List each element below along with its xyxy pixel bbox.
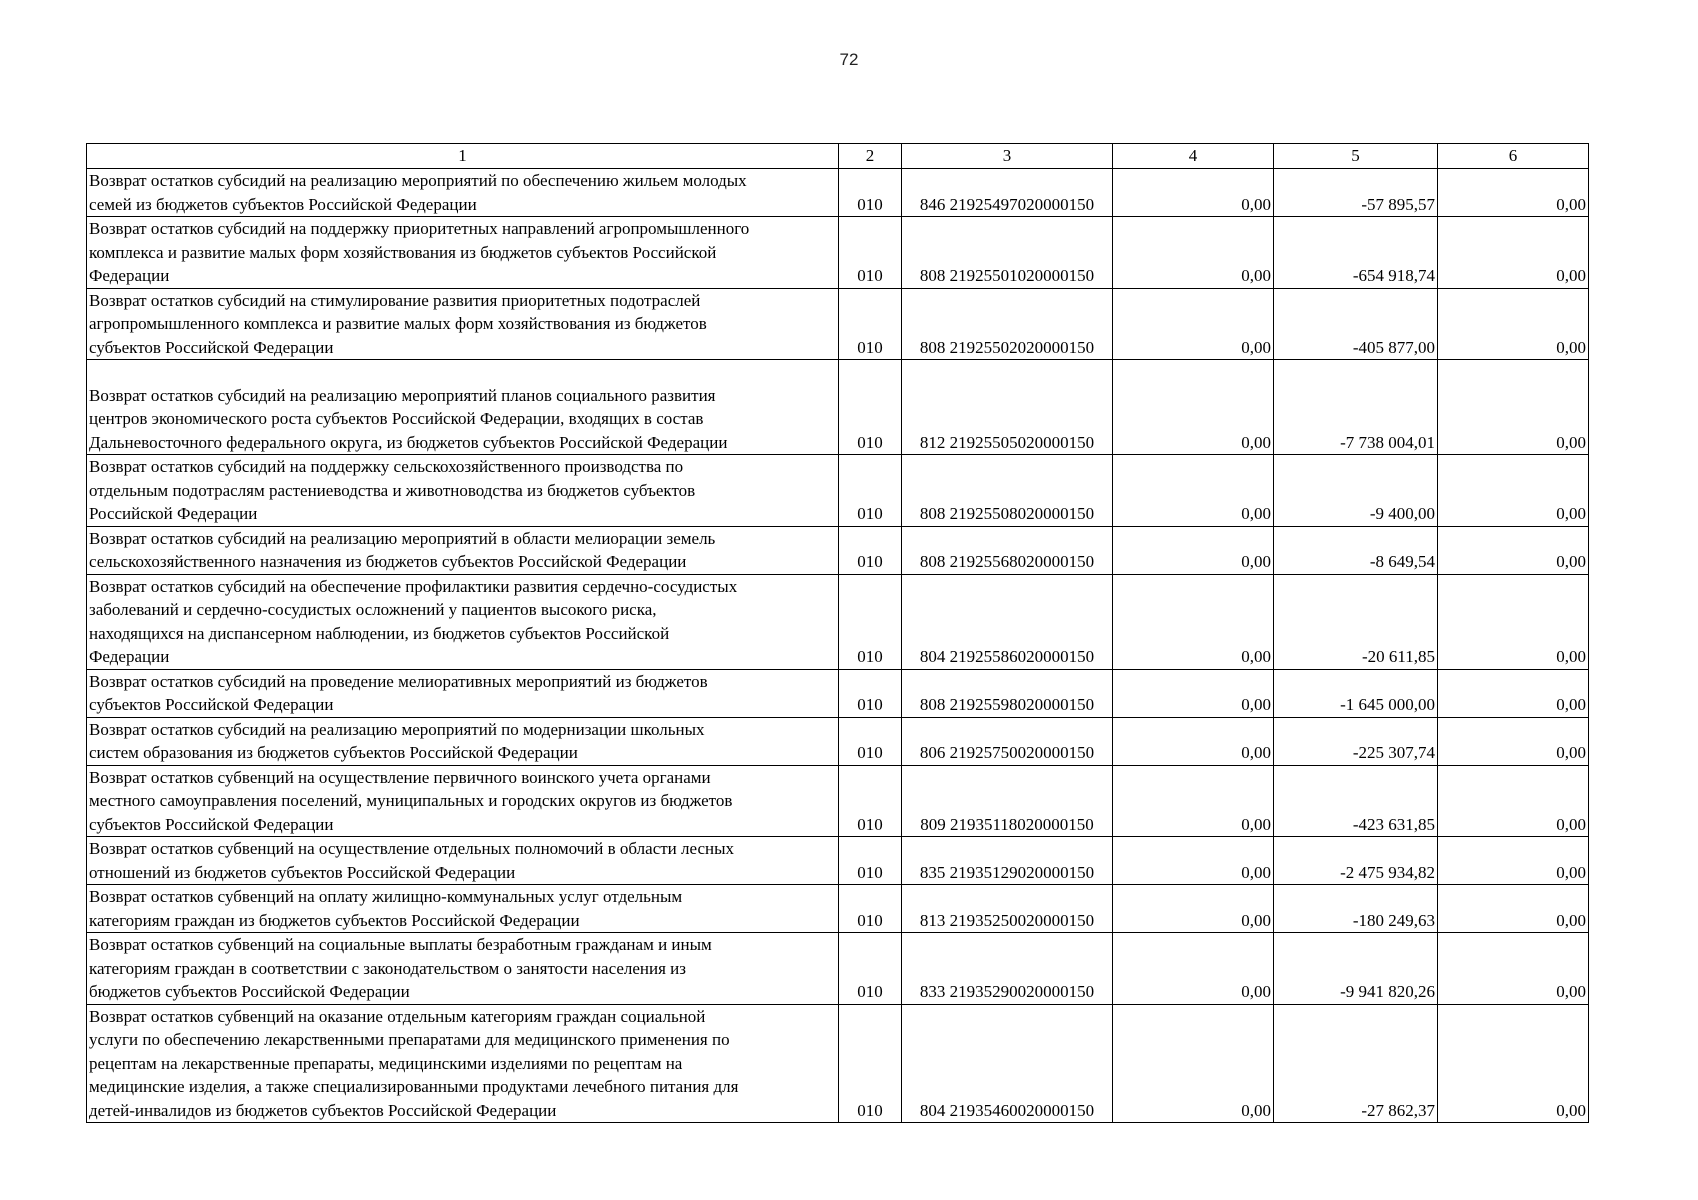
kbk-cell: 804 21935460020000150 [902, 1004, 1113, 1123]
page-number: 72 [839, 50, 859, 69]
col4-cell: 0,00 [1113, 765, 1274, 837]
table-row [87, 169, 1589, 217]
description-text: Возврат остатков субсидий на обеспечение профилактики развития сердечно-сосудистых заболеваний и сердечно-сосудистых осложнений у пациентов высокого риска, находящихся на диспансерном наблюдении, из бюджетов субъектов Российской Федерации [89, 576, 738, 666]
kbk-cell: 846 21925497020000150 [902, 169, 1113, 217]
description-text: Возврат остатков субсидий на стимулирование развития приоритетных подотраслей агропромышленного комплекса и развитие малых форм хозяйствования из бюджетов субъектов Российской Федерации [89, 290, 707, 357]
description-text: Возврат остатков субсидий на реализацию мероприятий в области мелиорации земель сельскохозяйственного назначения из бюджетов субъектов Российской Федерации [89, 528, 716, 571]
col4-cell: 0,00 [1113, 1004, 1274, 1123]
col6-cell: 0,00 [1438, 360, 1589, 455]
budget-table [86, 143, 1589, 1123]
table-row [87, 526, 1589, 574]
description-text: Возврат остатков субвенций на социальные выплаты безработным гражданам и иным категориям граждан в соответствии с законодательством о занятости населения из бюджетов субъектов Российской Федерации [89, 935, 712, 1001]
col6-cell: 0,00 [1438, 526, 1589, 574]
description-text: Возврат остатков субсидий на реализацию мероприятий по модернизации школьных систем образования из бюджетов субъектов Российской Федерации [89, 719, 705, 762]
table-row [87, 885, 1589, 933]
table-row [87, 669, 1589, 717]
header-col-3: 3 [902, 144, 1113, 169]
kbk-cell: 812 21925505020000150 [902, 360, 1113, 455]
table-header [87, 144, 1589, 169]
col4-cell: 0,00 [1113, 669, 1274, 717]
kbk-cell: 806 21925750020000150 [902, 717, 1113, 765]
description-cell [87, 933, 839, 1005]
table-row [87, 455, 1589, 527]
col6-cell: 0,00 [1438, 837, 1589, 885]
description-cell [87, 717, 839, 765]
col4-cell: 0,00 [1113, 717, 1274, 765]
col5-cell: -9 400,00 [1274, 455, 1438, 527]
table-row [87, 765, 1589, 837]
col6-cell: 0,00 [1438, 217, 1589, 289]
col5-cell: -225 307,74 [1274, 717, 1438, 765]
code-cell: 010 [839, 669, 902, 717]
code-cell: 010 [839, 885, 902, 933]
description-cell [87, 1004, 839, 1123]
header-col-2: 2 [839, 144, 902, 169]
table-row [87, 360, 1589, 455]
col4-cell: 0,00 [1113, 574, 1274, 669]
col4-cell: 0,00 [1113, 169, 1274, 217]
header-col-1: 1 [87, 144, 839, 169]
table-row [87, 288, 1589, 360]
code-cell: 010 [839, 717, 902, 765]
col4-cell: 0,00 [1113, 885, 1274, 933]
header-col-6: 6 [1438, 144, 1589, 169]
code-cell: 010 [839, 360, 902, 455]
col5-cell: -2 475 934,82 [1274, 837, 1438, 885]
kbk-cell: 809 21935118020000150 [902, 765, 1113, 837]
description-cell [87, 885, 839, 933]
col5-cell: -1 645 000,00 [1274, 669, 1438, 717]
col5-cell: -27 862,37 [1274, 1004, 1438, 1123]
description-cell [87, 526, 839, 574]
col5-cell: -57 895,57 [1274, 169, 1438, 217]
kbk-cell: 808 21925508020000150 [902, 455, 1113, 527]
description-text: Возврат остатков субсидий на поддержку приоритетных направлений агропромышленного комплекса и развитие малых форм хозяйствования из бюджетов субъектов Российской Федерации [89, 219, 750, 285]
kbk-cell: 835 21935129020000150 [902, 837, 1113, 885]
description-cell [87, 837, 839, 885]
col5-cell: -423 631,85 [1274, 765, 1438, 837]
col6-cell: 0,00 [1438, 169, 1589, 217]
col4-cell: 0,00 [1113, 526, 1274, 574]
col6-cell: 0,00 [1438, 574, 1589, 669]
col5-cell: -405 877,00 [1274, 288, 1438, 360]
table-row [87, 1004, 1589, 1123]
col4-cell: 0,00 [1113, 933, 1274, 1005]
header-col-4: 4 [1113, 144, 1274, 169]
description-text: Возврат остатков субсидий на поддержку сельскохозяйственного производства по отдельным подотраслям растениеводства и животноводства из бюджетов субъектов Российской Федерации [89, 457, 696, 523]
col5-cell: -8 649,54 [1274, 526, 1438, 574]
description-cell [87, 169, 839, 217]
description-cell [87, 288, 839, 360]
col5-cell: -180 249,63 [1274, 885, 1438, 933]
col4-cell: 0,00 [1113, 288, 1274, 360]
kbk-cell: 833 21935290020000150 [902, 933, 1113, 1005]
code-cell: 010 [839, 169, 902, 217]
description-cell [87, 574, 839, 669]
kbk-cell: 804 21925586020000150 [902, 574, 1113, 669]
code-cell: 010 [839, 837, 902, 885]
description-cell [87, 765, 839, 837]
kbk-cell: 808 21925501020000150 [902, 217, 1113, 289]
code-cell: 010 [839, 455, 902, 527]
description-text: Возврат остатков субсидий на реализацию мероприятий по обеспечению жильем молодых семей из бюджетов субъектов Российской Федерации [89, 171, 747, 214]
col5-cell: -654 918,74 [1274, 217, 1438, 289]
kbk-cell: 808 21925502020000150 [902, 288, 1113, 360]
description-text: Возврат остатков субсидий на реализацию мероприятий планов социального развития центров экономического роста субъектов Российской Федерации, входящих в состав Дальневосточного федерального округа, из бюджетов субъектов Российской Федерации [89, 385, 728, 452]
description-text: Возврат остатков субвенций на оплату жилищно-коммунальных услуг отдельным категориям граждан из бюджетов субъектов Российской Федерации [89, 887, 683, 930]
table-row [87, 837, 1589, 885]
table-row [87, 574, 1589, 669]
kbk-cell: 813 21935250020000150 [902, 885, 1113, 933]
description-cell [87, 217, 839, 289]
description-cell [87, 669, 839, 717]
code-cell: 010 [839, 765, 902, 837]
description-text: Возврат остатков субвенций на осуществление отдельных полномочий в области лесных отношений из бюджетов субъектов Российской Федерации [89, 839, 735, 882]
table-row [87, 933, 1589, 1005]
col6-cell: 0,00 [1438, 933, 1589, 1005]
header-col-5: 5 [1274, 144, 1438, 169]
col4-cell: 0,00 [1113, 837, 1274, 885]
code-cell: 010 [839, 933, 902, 1005]
col4-cell: 0,00 [1113, 217, 1274, 289]
col4-cell: 0,00 [1113, 455, 1274, 527]
code-cell: 010 [839, 217, 902, 289]
description-text: Возврат остатков субвенций на оказание отдельным категориям граждан социальной услуги по обеспечению лекарственными препаратами для медицинского применения по рецептам на лекарственные препараты, медицинскими изделиями по рецептам на медицинские изделия, а также специализированными продуктами лечебного питания для детей-инвалидов из бюджетов субъектов Российской Федерации [89, 1006, 739, 1120]
table-body [87, 169, 1589, 1123]
col6-cell: 0,00 [1438, 885, 1589, 933]
col6-cell: 0,00 [1438, 717, 1589, 765]
table-row [87, 717, 1589, 765]
col5-cell: -20 611,85 [1274, 574, 1438, 669]
col5-cell: -9 941 820,26 [1274, 933, 1438, 1005]
col5-cell: -7 738 004,01 [1274, 360, 1438, 455]
code-cell: 010 [839, 526, 902, 574]
description-cell [87, 455, 839, 527]
col6-cell: 0,00 [1438, 669, 1589, 717]
description-cell [87, 360, 839, 455]
header-row [87, 144, 1589, 169]
kbk-cell: 808 21925568020000150 [902, 526, 1113, 574]
col4-cell: 0,00 [1113, 360, 1274, 455]
col6-cell: 0,00 [1438, 1004, 1589, 1123]
description-text: Возврат остатков субвенций на осуществление первичного воинского учета органами местного самоуправления поселений, муниципальных и городских округов из бюджетов субъектов Российской Федерации [89, 767, 733, 834]
col6-cell: 0,00 [1438, 455, 1589, 527]
kbk-cell: 808 21925598020000150 [902, 669, 1113, 717]
col6-cell: 0,00 [1438, 765, 1589, 837]
code-cell: 010 [839, 1004, 902, 1123]
col6-cell: 0,00 [1438, 288, 1589, 360]
table-row [87, 217, 1589, 289]
description-text: Возврат остатков субсидий на проведение мелиоративных мероприятий из бюджетов субъектов Российской Федерации [89, 671, 708, 714]
code-cell: 010 [839, 574, 902, 669]
code-cell: 010 [839, 288, 902, 360]
